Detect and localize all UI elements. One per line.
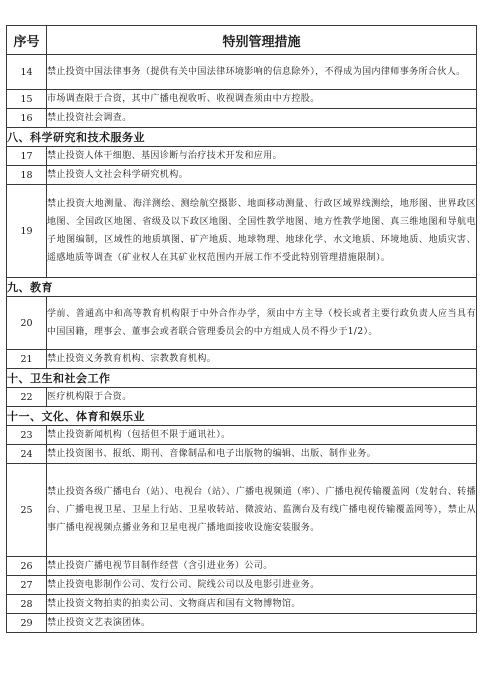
row-text: 禁止投资义务教育机构、宗教教育机构。 [47, 350, 477, 369]
row-number: 24 [7, 445, 47, 464]
table-row [7, 614, 477, 633]
row-number: 28 [7, 595, 47, 614]
section-row [7, 278, 477, 297]
row-number: 19 [7, 185, 47, 278]
special-measures-table [6, 25, 477, 633]
row-text: 禁止投资广播电视节目制作经营（含引进业务）公司。 [47, 557, 477, 576]
section-heading: 九、教育 [7, 278, 477, 297]
row-text: 市场调查限于合资，其中广播电视收听、收视调查须由中方控股。 [47, 90, 477, 109]
table-row [7, 388, 477, 407]
table-row [7, 595, 477, 614]
row-text: 禁止投资图书、报纸、期刊、音像制品和电子出版物的编辑、出版、制作业务。 [47, 445, 477, 464]
row-text: 禁止投资人体干细胞、基因诊断与治疗技术开发和应用。 [47, 147, 477, 166]
row-text: 学前、普通高中和高等教育机构限于中外合作办学，须由中方主导（校长或者主要行政负责人应当具有中国国籍，理事会、董事会或者联合管理委员会的中方组成人员不得少于1/2）。 [47, 297, 477, 350]
section-row [7, 407, 477, 426]
row-text: 禁止投资新闻机构（包括但不限于通讯社）。 [47, 426, 477, 445]
table-row [7, 90, 477, 109]
row-text: 禁止投资社会调查。 [47, 109, 477, 128]
row-number: 16 [7, 109, 47, 128]
row-text: 禁止投资中国法律事务（提供有关中国法律环境影响的信息除外），不得成为国内律师事务所合伙人。 [47, 55, 477, 90]
table-row [7, 55, 477, 90]
row-number: 18 [7, 166, 47, 185]
row-text: 禁止投资各级广播电台（站）、电视台（站）、广播电视频道（率）、广播电视传输覆盖网（发射台、转播台、广播电视卫星、卫星上行站、卫星收转站、微波站、监测台及有线广播电视传输覆盖网等），禁止从事广播电视视频点播业务和卫星电视广播地面接收设施安装服务。 [47, 464, 477, 557]
header-number: 序号 [7, 26, 47, 55]
section-heading: 十、卫生和社会工作 [7, 369, 477, 388]
table-row [7, 350, 477, 369]
row-number: 26 [7, 557, 47, 576]
table-row [7, 557, 477, 576]
row-number: 25 [7, 464, 47, 557]
row-text: 禁止投资大地测量、海洋测绘、测绘航空摄影、地面移动测量、行政区域界线测绘，地形图、世界政区地图、全国政区地图、省级及以下政区地图、全国性教学地图、地方性教学地图、真三维地图和导航电子地图编制，区域性的地质填图、矿产地质、地球物理、地球化学、水文地质、环境地质、地质灾害、遥感地质等调查（矿业权人在其矿业权范围内开展工作不受此特别管理措施限制）。 [47, 185, 477, 278]
row-text: 禁止投资电影制作公司、发行公司、院线公司以及电影引进业务。 [47, 576, 477, 595]
row-text: 禁止投资文艺表演团体。 [47, 614, 477, 633]
row-number: 23 [7, 426, 47, 445]
table-row [7, 426, 477, 445]
section-row [7, 128, 477, 147]
section-row [7, 369, 477, 388]
row-text: 禁止投资文物拍卖的拍卖公司、文物商店和国有文物博物馆。 [47, 595, 477, 614]
section-heading: 八、科学研究和技术服务业 [7, 128, 477, 147]
table-row [7, 445, 477, 464]
header-measures: 特别管理措施 [47, 26, 477, 55]
table-row [7, 464, 477, 557]
table-row [7, 166, 477, 185]
row-number: 15 [7, 90, 47, 109]
row-text: 禁止投资人文社会科学研究机构。 [47, 166, 477, 185]
table-row [7, 109, 477, 128]
row-number: 22 [7, 388, 47, 407]
row-number: 21 [7, 350, 47, 369]
table-header-row [7, 26, 477, 55]
section-heading: 十一、文化、体育和娱乐业 [7, 407, 477, 426]
row-text: 医疗机构限于合资。 [47, 388, 477, 407]
table-row [7, 297, 477, 350]
row-number: 29 [7, 614, 47, 633]
table-row [7, 185, 477, 278]
row-number: 17 [7, 147, 47, 166]
row-number: 27 [7, 576, 47, 595]
table-row [7, 147, 477, 166]
table-row [7, 576, 477, 595]
row-number: 14 [7, 55, 47, 90]
row-number: 20 [7, 297, 47, 350]
